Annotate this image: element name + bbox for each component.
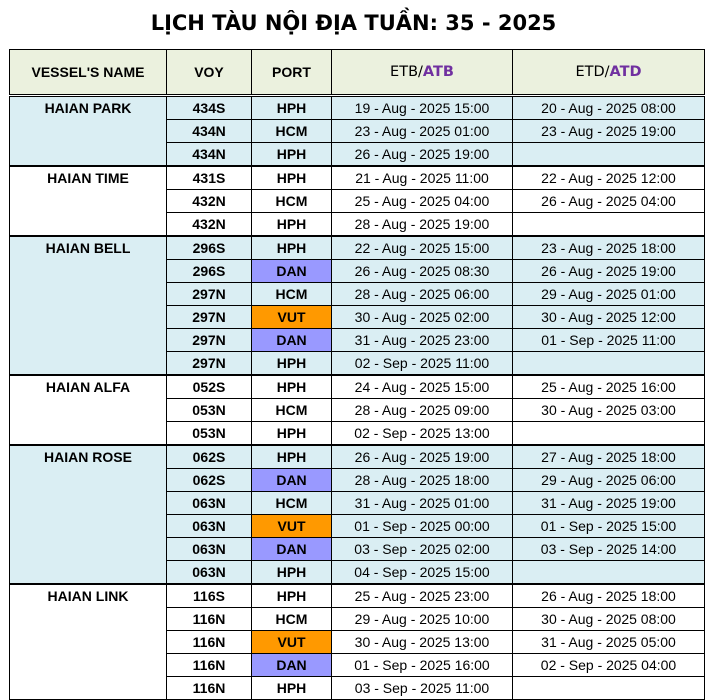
voy-cell: 053N [167, 399, 252, 422]
port-cell: DAN [252, 654, 332, 677]
vessel-name-cell: HAIAN PARK [10, 96, 167, 167]
table-row [10, 166, 705, 190]
etd-cell [513, 143, 705, 167]
etb-cell: 26 - Aug - 2025 19:00 [332, 445, 513, 469]
schedule-body [10, 96, 705, 700]
etb-cell: 02 - Sep - 2025 11:00 [332, 352, 513, 376]
voy-cell: 052S [167, 375, 252, 399]
etd-cell: 30 - Aug - 2025 03:00 [513, 399, 705, 422]
etb-cell: 28 - Aug - 2025 09:00 [332, 399, 513, 422]
header-atb: ATB [422, 64, 454, 80]
etd-cell [513, 561, 705, 585]
table-row [10, 375, 705, 399]
etb-cell: 30 - Aug - 2025 02:00 [332, 306, 513, 329]
etb-cell: 04 - Sep - 2025 15:00 [332, 561, 513, 585]
voy-cell: 062S [167, 469, 252, 492]
port-cell: HCM [252, 190, 332, 213]
etd-cell: 27 - Aug - 2025 18:00 [513, 445, 705, 469]
etb-cell: 19 - Aug - 2025 15:00 [332, 96, 513, 120]
table-row [10, 236, 705, 260]
header-row [10, 50, 705, 96]
port-cell: HPH [252, 445, 332, 469]
etb-cell: 01 - Sep - 2025 16:00 [332, 654, 513, 677]
etd-cell: 03 - Sep - 2025 14:00 [513, 538, 705, 561]
header-etd-atd [513, 50, 705, 96]
header-port: PORT [252, 50, 332, 96]
etb-cell: 03 - Sep - 2025 02:00 [332, 538, 513, 561]
voy-cell: 431S [167, 166, 252, 190]
etd-cell: 25 - Aug - 2025 16:00 [513, 375, 705, 399]
port-cell: HPH [252, 561, 332, 585]
etd-cell: 01 - Sep - 2025 11:00 [513, 329, 705, 352]
etd-cell: 26 - Aug - 2025 18:00 [513, 584, 705, 608]
port-cell: HCM [252, 399, 332, 422]
etd-cell: 20 - Aug - 2025 08:00 [513, 96, 705, 120]
header-vessel-name: VESSEL'S NAME [10, 50, 167, 96]
voy-cell: 116N [167, 654, 252, 677]
etd-cell: 31 - Aug - 2025 05:00 [513, 631, 705, 654]
port-cell: HPH [252, 236, 332, 260]
voy-cell: 053N [167, 422, 252, 446]
port-cell: DAN [252, 260, 332, 283]
table-row [10, 445, 705, 469]
port-cell: HCM [252, 283, 332, 306]
etb-cell: 31 - Aug - 2025 23:00 [332, 329, 513, 352]
port-cell: HPH [252, 352, 332, 376]
port-cell: DAN [252, 538, 332, 561]
etb-cell: 03 - Sep - 2025 11:00 [332, 677, 513, 700]
vessel-name-cell: HAIAN ALFA [10, 375, 167, 445]
port-cell: HCM [252, 492, 332, 515]
voy-cell: 063N [167, 492, 252, 515]
etd-cell: 23 - Aug - 2025 19:00 [513, 120, 705, 143]
port-cell: HPH [252, 677, 332, 700]
page-title: LỊCH TÀU NỘI ĐỊA TUẦN: 35 - 2025 [150, 11, 557, 35]
etb-cell: 22 - Aug - 2025 15:00 [332, 236, 513, 260]
etb-cell: 24 - Aug - 2025 15:00 [332, 375, 513, 399]
table-row [10, 584, 705, 608]
voy-cell: 063N [167, 538, 252, 561]
etd-cell: 31 - Aug - 2025 19:00 [513, 492, 705, 515]
header-atd: ATD [609, 64, 642, 80]
voy-cell: 116N [167, 608, 252, 631]
port-cell: DAN [252, 469, 332, 492]
etb-cell: 01 - Sep - 2025 00:00 [332, 515, 513, 538]
voy-cell: 063N [167, 561, 252, 585]
port-cell: HCM [252, 608, 332, 631]
etd-cell: 29 - Aug - 2025 06:00 [513, 469, 705, 492]
etd-cell [513, 213, 705, 237]
voy-cell: 116N [167, 631, 252, 654]
schedule-table [9, 49, 705, 700]
vessel-name-cell: HAIAN BELL [10, 236, 167, 375]
port-cell: VUT [252, 631, 332, 654]
port-cell: HPH [252, 213, 332, 237]
voy-cell: 434S [167, 96, 252, 120]
voy-cell: 116S [167, 584, 252, 608]
etd-cell: 29 - Aug - 2025 01:00 [513, 283, 705, 306]
etd-cell [513, 677, 705, 700]
voy-cell: 297N [167, 352, 252, 376]
voy-cell: 063N [167, 515, 252, 538]
etb-cell: 28 - Aug - 2025 18:00 [332, 469, 513, 492]
voy-cell: 116N [167, 677, 252, 700]
etb-cell: 29 - Aug - 2025 10:00 [332, 608, 513, 631]
port-cell: DAN [252, 329, 332, 352]
etd-cell: 23 - Aug - 2025 18:00 [513, 236, 705, 260]
voy-cell: 432N [167, 190, 252, 213]
port-cell: HPH [252, 375, 332, 399]
etd-cell [513, 422, 705, 446]
voy-cell: 062S [167, 445, 252, 469]
etb-cell: 25 - Aug - 2025 23:00 [332, 584, 513, 608]
header-etd: ETD/ [575, 64, 610, 80]
etd-cell: 22 - Aug - 2025 12:00 [513, 166, 705, 190]
port-cell: VUT [252, 515, 332, 538]
port-cell: HCM [252, 120, 332, 143]
voy-cell: 297N [167, 283, 252, 306]
etb-cell: 28 - Aug - 2025 06:00 [332, 283, 513, 306]
vessel-name-cell: HAIAN TIME [10, 166, 167, 236]
voy-cell: 434N [167, 143, 252, 167]
port-cell: HPH [252, 96, 332, 120]
etb-cell: 28 - Aug - 2025 19:00 [332, 213, 513, 237]
etd-cell [513, 352, 705, 376]
voy-cell: 297N [167, 306, 252, 329]
etb-cell: 26 - Aug - 2025 08:30 [332, 260, 513, 283]
etb-cell: 25 - Aug - 2025 04:00 [332, 190, 513, 213]
etd-cell: 30 - Aug - 2025 08:00 [513, 608, 705, 631]
port-cell: HPH [252, 143, 332, 167]
etb-cell: 26 - Aug - 2025 19:00 [332, 143, 513, 167]
port-cell: HPH [252, 584, 332, 608]
port-cell: HPH [252, 422, 332, 446]
port-cell: HPH [252, 166, 332, 190]
table-row [10, 96, 705, 120]
voy-cell: 432N [167, 213, 252, 237]
vessel-name-cell: HAIAN LINK [10, 584, 167, 700]
vessel-name-cell: HAIAN ROSE [10, 445, 167, 584]
port-cell: VUT [252, 306, 332, 329]
etb-cell: 31 - Aug - 2025 01:00 [332, 492, 513, 515]
etd-cell: 30 - Aug - 2025 12:00 [513, 306, 705, 329]
etb-cell: 23 - Aug - 2025 01:00 [332, 120, 513, 143]
etd-cell: 26 - Aug - 2025 04:00 [513, 190, 705, 213]
header-voy: VOY [167, 50, 252, 96]
voy-cell: 296S [167, 260, 252, 283]
header-etb-atb [332, 50, 513, 96]
voy-cell: 296S [167, 236, 252, 260]
etb-cell: 02 - Sep - 2025 13:00 [332, 422, 513, 446]
etd-cell: 01 - Sep - 2025 15:00 [513, 515, 705, 538]
voy-cell: 297N [167, 329, 252, 352]
voy-cell: 434N [167, 120, 252, 143]
etb-cell: 21 - Aug - 2025 11:00 [332, 166, 513, 190]
etd-cell: 26 - Aug - 2025 19:00 [513, 260, 705, 283]
etb-cell: 30 - Aug - 2025 13:00 [332, 631, 513, 654]
etd-cell: 02 - Sep - 2025 04:00 [513, 654, 705, 677]
header-etb: ETB/ [390, 64, 423, 80]
